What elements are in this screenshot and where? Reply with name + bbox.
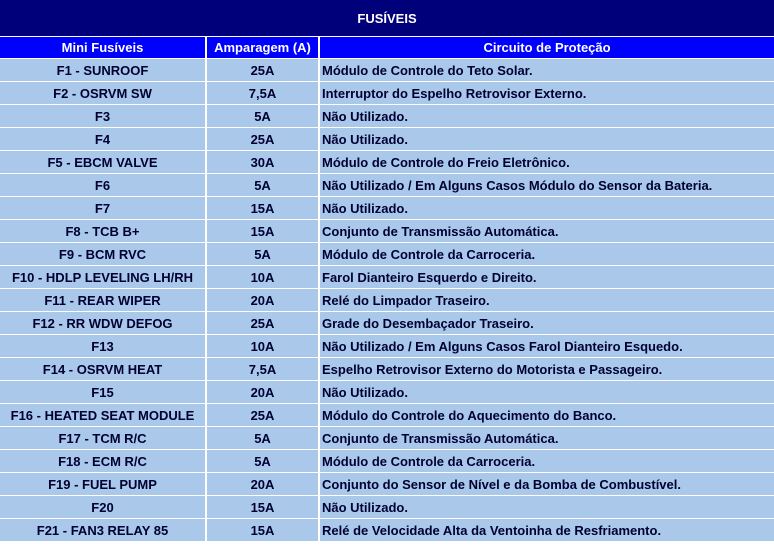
column-header-amperage: Amparagem (A)	[207, 37, 320, 59]
fuse-name-cell: F8 - TCB B+	[0, 220, 207, 243]
table-row	[0, 427, 774, 450]
table-row	[0, 450, 774, 473]
circuit-cell: Espelho Retrovisor Externo do Motorista e Passageiro.	[320, 358, 774, 381]
table-row	[0, 473, 774, 496]
fuse-name-cell: F3	[0, 105, 207, 128]
circuit-cell: Módulo de Controle do Freio Eletrônico.	[320, 151, 774, 174]
table-row	[0, 174, 774, 197]
amperage-cell: 15A	[207, 220, 320, 243]
table-row	[0, 128, 774, 151]
circuit-cell: Farol Dianteiro Esquerdo e Direito.	[320, 266, 774, 289]
fuse-name-cell: F2 - OSRVM SW	[0, 82, 207, 105]
table-row	[0, 289, 774, 312]
fuse-name-cell: F1 - SUNROOF	[0, 59, 207, 82]
fuse-name-cell: F17 - TCM R/C	[0, 427, 207, 450]
circuit-cell: Relé do Limpador Traseiro.	[320, 289, 774, 312]
fuse-name-cell: F19 - FUEL PUMP	[0, 473, 207, 496]
table-row	[0, 82, 774, 105]
fuse-name-cell: F20	[0, 496, 207, 519]
amperage-cell: 7,5A	[207, 82, 320, 105]
fuse-name-cell: F6	[0, 174, 207, 197]
fuse-name-cell: F9 - BCM RVC	[0, 243, 207, 266]
amperage-cell: 10A	[207, 266, 320, 289]
header-row	[0, 37, 774, 59]
fuse-name-cell: F14 - OSRVM HEAT	[0, 358, 207, 381]
table-row	[0, 404, 774, 427]
fuse-name-cell: F13	[0, 335, 207, 358]
circuit-cell: Não Utilizado / Em Alguns Casos Farol Dianteiro Esquedo.	[320, 335, 774, 358]
column-header-circuit: Circuito de Proteção	[320, 37, 774, 59]
amperage-cell: 15A	[207, 197, 320, 220]
fuse-name-cell: F4	[0, 128, 207, 151]
circuit-cell: Grade do Desembaçador Traseiro.	[320, 312, 774, 335]
fuse-name-cell: F12 - RR WDW DEFOG	[0, 312, 207, 335]
amperage-cell: 25A	[207, 312, 320, 335]
table-row	[0, 496, 774, 519]
amperage-cell: 15A	[207, 519, 320, 542]
circuit-cell: Não Utilizado.	[320, 128, 774, 151]
table-row	[0, 358, 774, 381]
circuit-cell: Não Utilizado.	[320, 197, 774, 220]
amperage-cell: 15A	[207, 496, 320, 519]
circuit-cell: Conjunto do Sensor de Nível e da Bomba de Combustível.	[320, 473, 774, 496]
amperage-cell: 5A	[207, 105, 320, 128]
circuit-cell: Conjunto de Transmissão Automática.	[320, 427, 774, 450]
circuit-cell: Conjunto de Transmissão Automática.	[320, 220, 774, 243]
circuit-cell: Não Utilizado.	[320, 496, 774, 519]
circuit-cell: Módulo do Controle do Aquecimento do Banco.	[320, 404, 774, 427]
table-body	[0, 59, 774, 542]
circuit-cell: Não Utilizado / Em Alguns Casos Módulo do Sensor da Bateria.	[320, 174, 774, 197]
amperage-cell: 30A	[207, 151, 320, 174]
circuit-cell: Relé de Velocidade Alta da Ventoinha de Resfriamento.	[320, 519, 774, 542]
table-row	[0, 519, 774, 542]
fuse-name-cell: F21 - FAN3 RELAY 85	[0, 519, 207, 542]
table-row	[0, 381, 774, 404]
table-row	[0, 220, 774, 243]
fuse-name-cell: F15	[0, 381, 207, 404]
fuse-name-cell: F7	[0, 197, 207, 220]
amperage-cell: 10A	[207, 335, 320, 358]
fuse-name-cell: F16 - HEATED SEAT MODULE	[0, 404, 207, 427]
circuit-cell: Não Utilizado.	[320, 381, 774, 404]
amperage-cell: 5A	[207, 427, 320, 450]
table-row	[0, 59, 774, 82]
circuit-cell: Não Utilizado.	[320, 105, 774, 128]
amperage-cell: 20A	[207, 289, 320, 312]
circuit-cell: Módulo de Controle da Carroceria.	[320, 450, 774, 473]
table-row	[0, 151, 774, 174]
amperage-cell: 5A	[207, 243, 320, 266]
table-row	[0, 197, 774, 220]
amperage-cell: 20A	[207, 381, 320, 404]
table-row	[0, 105, 774, 128]
table-title: FUSÍVEIS	[0, 0, 774, 37]
column-header-fuse: Mini Fusíveis	[0, 37, 207, 59]
circuit-cell: Interruptor do Espelho Retrovisor Externo.	[320, 82, 774, 105]
amperage-cell: 25A	[207, 404, 320, 427]
amperage-cell: 5A	[207, 450, 320, 473]
circuit-cell: Módulo de Controle do Teto Solar.	[320, 59, 774, 82]
table-row	[0, 243, 774, 266]
circuit-cell: Módulo de Controle da Carroceria.	[320, 243, 774, 266]
title-row	[0, 0, 774, 37]
table-row	[0, 335, 774, 358]
table-row	[0, 312, 774, 335]
amperage-cell: 25A	[207, 128, 320, 151]
table-row	[0, 266, 774, 289]
fuse-name-cell: F10 - HDLP LEVELING LH/RH	[0, 266, 207, 289]
fuse-name-cell: F18 - ECM R/C	[0, 450, 207, 473]
fuse-name-cell: F5 - EBCM VALVE	[0, 151, 207, 174]
amperage-cell: 7,5A	[207, 358, 320, 381]
amperage-cell: 25A	[207, 59, 320, 82]
amperage-cell: 5A	[207, 174, 320, 197]
fuse-name-cell: F11 - REAR WIPER	[0, 289, 207, 312]
amperage-cell: 20A	[207, 473, 320, 496]
